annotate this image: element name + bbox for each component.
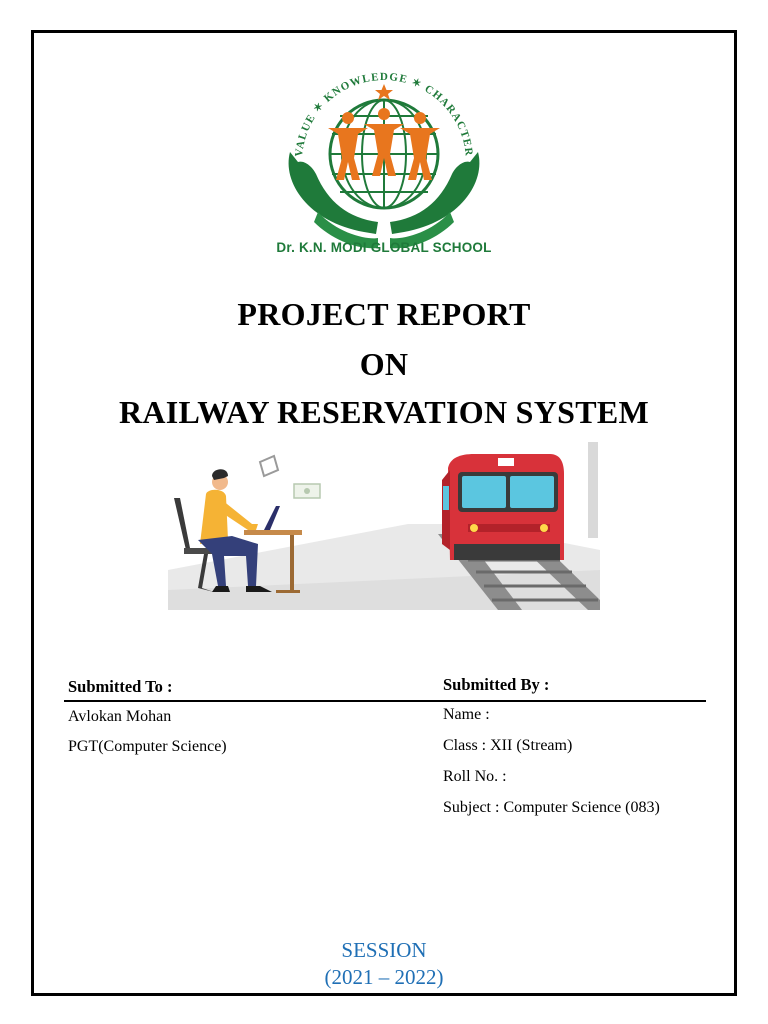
student-class: Class : XII (Stream) [443,737,573,754]
report-title-line-3: RAILWAY RESERVATION SYSTEM [118,394,650,430]
submitted-to-heading: Submitted To : [68,677,173,696]
train-booking-illustration [168,440,600,610]
report-title-line-1: PROJECT REPORT [237,296,531,332]
logo-arc-text: VALUE ✶ KNOWLEDGE ✶ CHARACTER [293,71,475,158]
teacher-name: Avlokan Mohan [68,708,172,725]
student-subject: Subject : Computer Science (083) [443,799,660,816]
person-laptop-train-image [168,440,600,610]
submitted-by-heading: Submitted By : [443,675,550,694]
report-title-line-2: ON [359,346,409,382]
globe-hands-logo-icon [268,62,500,262]
school-name: Dr. K.N. MODI GLOBAL SCHOOL [276,240,492,255]
school-logo [268,62,500,262]
teacher-designation: PGT(Computer Science) [68,738,227,755]
section-divider [64,700,706,702]
session-label: SESSION [341,938,427,962]
student-name: Name : [443,706,490,723]
student-roll-no: Roll No. : [443,768,507,785]
session-years: (2021 – 2022) [324,965,444,989]
